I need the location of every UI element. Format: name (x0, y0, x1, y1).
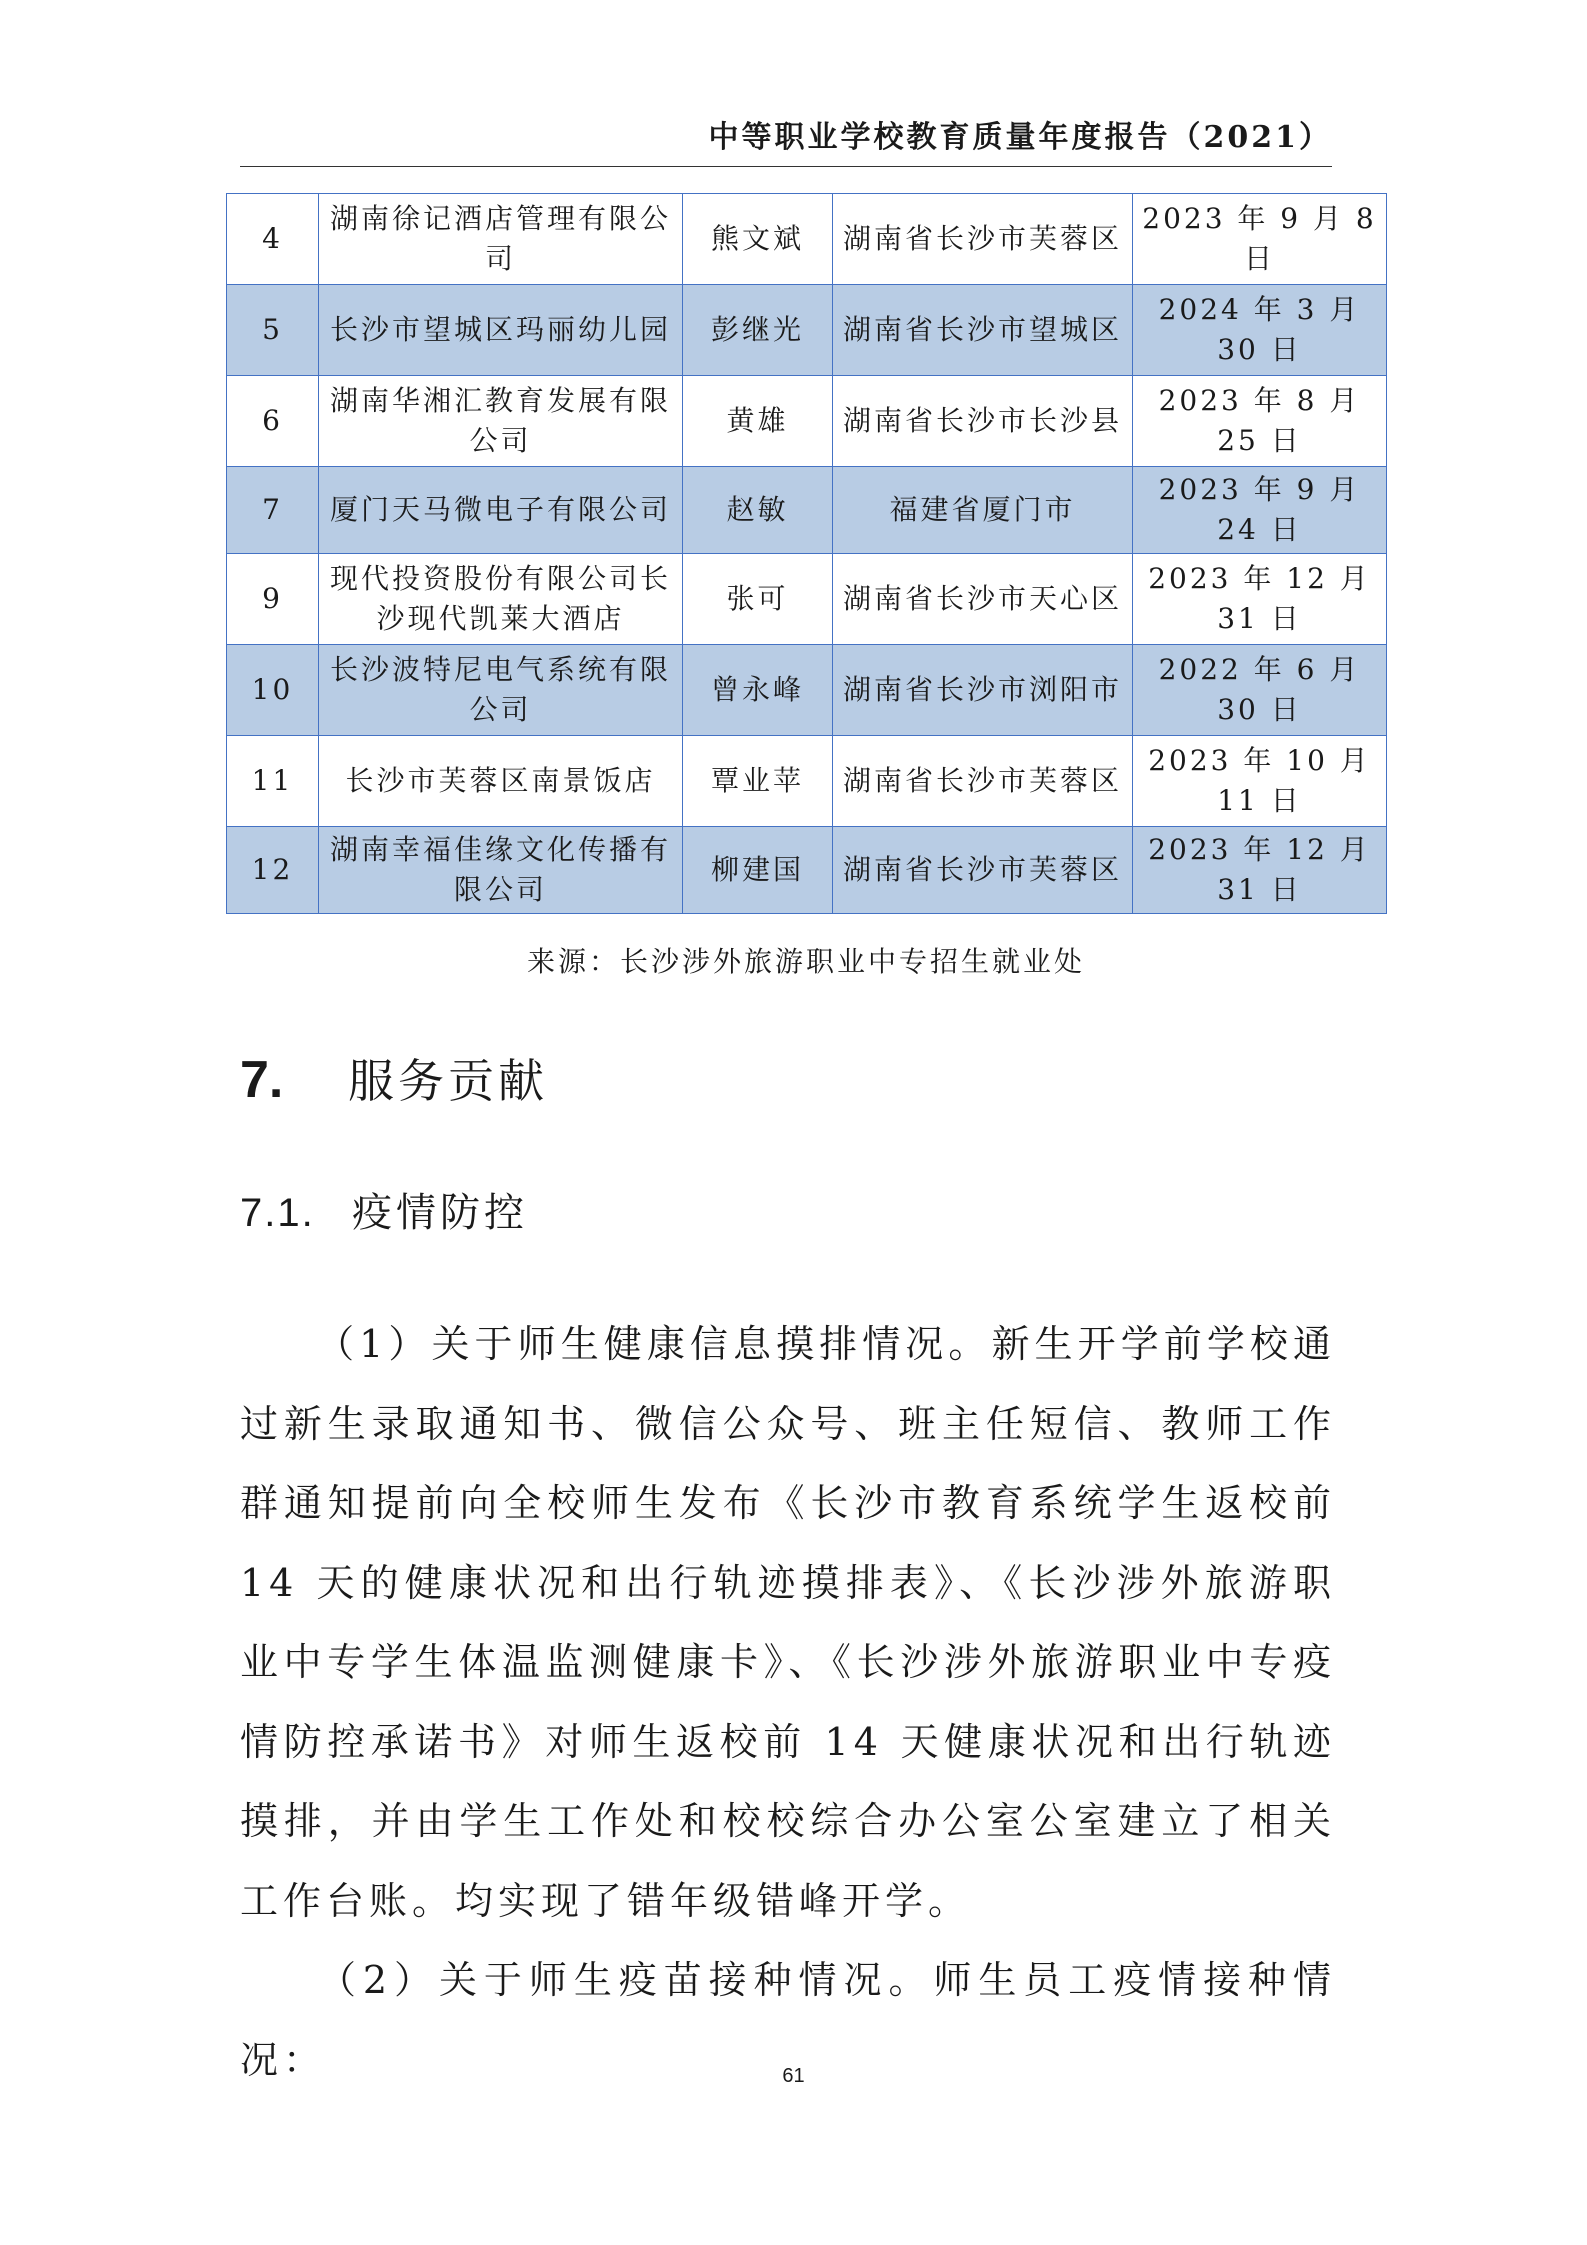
company-name: 长沙波特尼电气系统有限公司 (319, 645, 683, 736)
subsection-heading (240, 1185, 528, 1241)
row-number: 11 (227, 736, 319, 827)
row-number: 6 (227, 376, 319, 467)
table-source-note: 来源：长沙涉外旅游职业中专招生就业处 (526, 945, 1085, 978)
location: 湖南省长沙市芙蓉区 (833, 827, 1133, 914)
location: 湖南省长沙市芙蓉区 (833, 736, 1133, 827)
table-row (227, 736, 1387, 827)
agreement-date: 2023 年 12 月 31 日 (1133, 554, 1387, 645)
agreement-date: 2024 年 3 月 30 日 (1133, 285, 1387, 376)
paragraph-text: （2）关于师生疫苗接种情况。师生员工疫情接种情况： (240, 1958, 1336, 2082)
agreement-date: 2023 年 8 月 25 日 (1133, 376, 1387, 467)
agreement-date: 2023 年 10 月 11 日 (1133, 736, 1387, 827)
table-row (227, 467, 1387, 554)
subsection-number: 7.1. (240, 1191, 315, 1235)
agreement-date: 2023 年 9 月 24 日 (1133, 467, 1387, 554)
company-name: 湖南徐记酒店管理有限公司 (319, 194, 683, 285)
section-heading (240, 1050, 548, 1111)
contact-person: 熊文斌 (683, 194, 833, 285)
company-name: 现代投资股份有限公司长沙现代凯莱大酒店 (319, 554, 683, 645)
location: 湖南省长沙市芙蓉区 (833, 194, 1133, 285)
agreement-date: 2023 年 12 月 31 日 (1133, 827, 1387, 914)
table-row (227, 285, 1387, 376)
company-name: 长沙市望城区玛丽幼儿园 (319, 285, 683, 376)
table-row (227, 827, 1387, 914)
location: 湖南省长沙市望城区 (833, 285, 1133, 376)
contact-person: 彭继光 (683, 285, 833, 376)
partner-table (226, 193, 1387, 914)
row-number: 12 (227, 827, 319, 914)
contact-person: 赵敏 (683, 467, 833, 554)
contact-person: 黄雄 (683, 376, 833, 467)
paragraph (240, 1305, 1336, 1941)
body-text (240, 1305, 1336, 2100)
contact-person: 曾永峰 (683, 645, 833, 736)
report-title: 中等职业学校教育质量年度报告（2021） (708, 120, 1332, 155)
contact-person: 柳建国 (683, 827, 833, 914)
subsection-title: 疫情防控 (352, 1190, 528, 1236)
location: 湖南省长沙市天心区 (833, 554, 1133, 645)
paragraph-text: （1）关于师生健康信息摸排情况。新生开学前学校通过新生录取通知书、微信公众号、班主任短信、教师工作群通知提前向全校师生发布《长沙市教育系统学生返校前 14 天的健康状况和出行轨迹摸排表》、《长沙涉外旅游职业中专学生体温监测健康卡》、《长沙涉外旅游职业中专疫情防控承诺书》对师生返校前 14 天健康状况和出行轨迹摸排，并由学生工作处和校校综合办公室公室建立了相关工作台账。均实现了错年级错峰开学。 (240, 1322, 1336, 1923)
contact-person: 张可 (683, 554, 833, 645)
contact-person: 覃业苹 (683, 736, 833, 827)
section-number: 7. (240, 1051, 284, 1109)
company-name: 湖南幸福佳缘文化传播有限公司 (319, 827, 683, 914)
table-row (227, 194, 1387, 285)
company-name: 湖南华湘汇教育发展有限公司 (319, 376, 683, 467)
agreement-date: 2023 年 9 月 8 日 (1133, 194, 1387, 285)
company-name: 长沙市芙蓉区南景饭店 (319, 736, 683, 827)
row-number: 5 (227, 285, 319, 376)
page-header (240, 118, 1332, 167)
table-row (227, 376, 1387, 467)
location: 湖南省长沙市长沙县 (833, 376, 1133, 467)
row-number: 7 (227, 467, 319, 554)
table-row (227, 554, 1387, 645)
company-name: 厦门天马微电子有限公司 (319, 467, 683, 554)
row-number: 4 (227, 194, 319, 285)
agreement-date: 2022 年 6 月 30 日 (1133, 645, 1387, 736)
row-number: 9 (227, 554, 319, 645)
location: 福建省厦门市 (833, 467, 1133, 554)
section-title: 服务贡献 (348, 1054, 548, 1108)
table-row (227, 645, 1387, 736)
row-number: 10 (227, 645, 319, 736)
location: 湖南省长沙市浏阳市 (833, 645, 1133, 736)
page-number: 61 (782, 2065, 805, 2087)
